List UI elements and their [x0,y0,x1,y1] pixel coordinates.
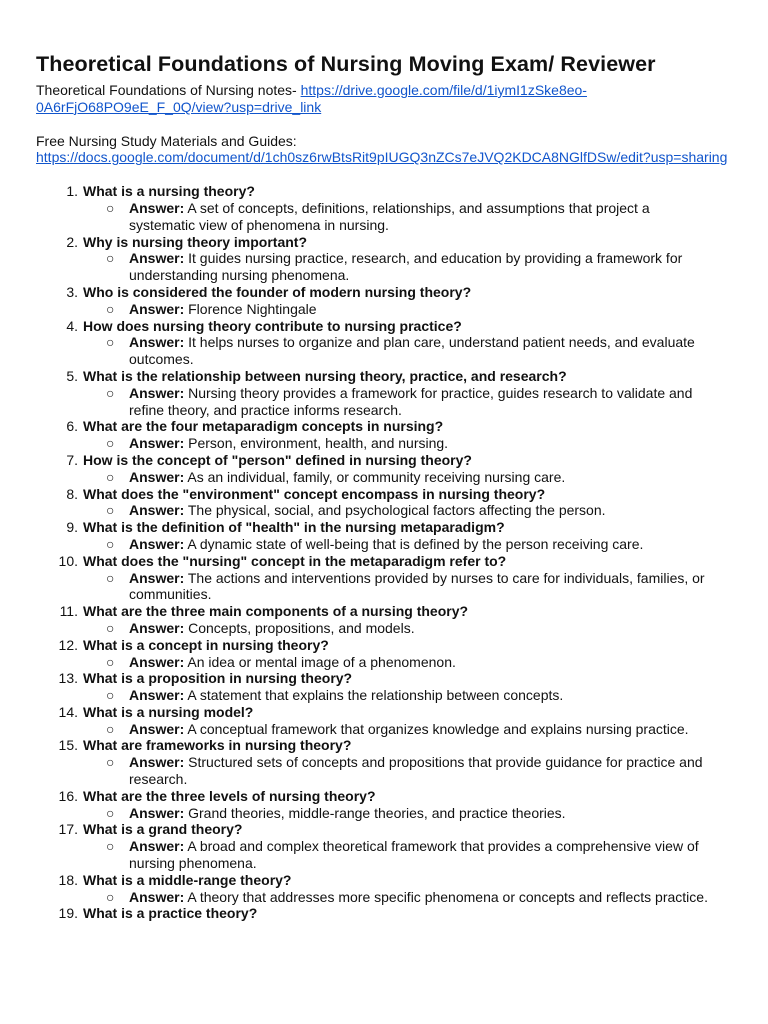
answer-text: A statement that explains the relationship between concepts. [187,687,564,704]
list-item [36,637,736,654]
bullet-icon: ○ [106,619,115,636]
answer-text: A theory that addresses more specific phenomena or concepts and reflects practice. [187,888,708,905]
answer-label: Answer: [129,687,185,704]
bullet-icon: ○ [106,838,115,855]
answer-label: Answer: [129,300,185,317]
list-item [36,704,736,721]
bullet-icon: ○ [106,888,115,905]
answer-item [36,889,736,906]
answer-item [36,687,736,704]
bullet-icon: ○ [106,569,115,586]
list-item [36,670,736,687]
notes-label: Theoretical Foundations of Nursing notes- [36,82,301,98]
answer-item [36,200,736,234]
answer-item [36,838,736,872]
list-item [36,284,736,301]
item-number: 2. [66,233,78,250]
answer-item [36,334,736,368]
list-item [36,553,736,570]
notes-paragraph [36,82,736,116]
answer-label: Answer: [129,754,185,771]
item-number: 11. [59,603,78,620]
answer-label: Answer: [129,435,185,452]
answer-label: Answer: [129,535,185,552]
answer-text: The actions and interventions provided by nurses to care for individuals, families, or communities. [129,569,705,603]
list-item [36,603,736,620]
answer-label: Answer: [129,250,185,267]
item-number: 16. [58,787,78,804]
question-text: What is a middle-range theory? [83,871,292,888]
answer-text: A conceptual framework that organizes knowledge and explains nursing practice. [187,720,689,737]
bullet-icon: ○ [106,300,115,317]
question-text: How does nursing theory contribute to nursing practice? [83,317,462,334]
answer-text: An idea or mental image of a phenomenon. [187,653,456,670]
question-text: What is a proposition in nursing theory? [83,670,353,687]
answer-label: Answer: [129,720,185,737]
answer-item [36,469,736,486]
answer-item [36,301,736,318]
answer-label: Answer: [129,888,185,905]
document-title: Theoretical Foundations of Nursing Moving Exam/ Reviewer [36,52,656,76]
item-number: 1. [66,183,78,200]
question-text: Why is nursing theory important? [83,233,308,250]
question-text: What is a grand theory? [83,821,243,838]
answer-text: The physical, social, and psychological factors affecting the person. [187,502,606,519]
answer-text: Nursing theory provides a framework for practice, guides research to validate and refine theory, and practice informs research. [129,384,693,418]
answer-item [36,250,736,284]
answer-text: Concepts, propositions, and models. [188,619,415,636]
list-item [36,418,736,435]
list-item [36,452,736,469]
bullet-icon: ○ [106,502,115,519]
question-text: What is a nursing theory? [83,183,255,200]
answer-item [36,536,736,553]
bullet-icon: ○ [106,384,115,401]
list-item [36,519,736,536]
item-number: 17. [58,821,78,838]
item-number: 12. [58,636,78,653]
answer-item [36,570,736,604]
question-text: What is a practice theory? [83,905,258,922]
question-list [36,183,736,922]
answer-text: It helps nurses to organize and plan care, understand patient needs, and evaluate outcomes. [129,334,695,368]
answer-text: Florence Nightingale [188,300,317,317]
item-number: 14. [58,703,78,720]
item-number: 10. [58,552,78,569]
bullet-icon: ○ [106,754,115,771]
question-text: What does the "environment" concept encompass in nursing theory? [83,485,546,502]
answer-item [36,385,736,419]
list-item [36,872,736,889]
list-item [36,486,736,503]
item-number: 3. [66,283,78,300]
answer-label: Answer: [129,619,185,636]
bullet-icon: ○ [106,468,115,485]
list-item [36,788,736,805]
item-number: 9. [66,519,78,536]
answer-item [36,754,736,788]
question-text: What is the definition of "health" in the nursing metaparadigm? [83,519,505,536]
materials-paragraph [36,133,736,167]
bullet-icon: ○ [106,653,115,670]
list-item [36,821,736,838]
materials-link[interactable]: https://docs.google.com/document/d/1ch0sz6rwBtsRit9pIUGQ3nZCs7eJVQ2KDCA8NGlfDSw/edit?usp=sharing [36,149,728,166]
notes-link[interactable]: https://drive.google.com/file/d/1iymI1zSke8eo-0A6rFjO68PO9eE_F_0Q/view?usp=drive_link [36,82,587,115]
answer-label: Answer: [129,502,185,519]
answer-item [36,805,736,822]
document-page [36,50,736,922]
question-text: What is a concept in nursing theory? [83,636,329,653]
answer-item [36,721,736,738]
answer-text: Grand theories, middle-range theories, and practice theories. [188,804,566,821]
list-item [36,234,736,251]
answer-text: A dynamic state of well-being that is defined by the person receiving care. [187,535,644,552]
question-text: What are the four metaparadigm concepts in nursing? [83,418,444,435]
answer-label: Answer: [129,199,185,216]
answer-label: Answer: [129,653,185,670]
answer-text: It guides nursing practice, research, and education by providing a framework for understanding nursing phenomena. [129,250,683,284]
list-item [36,183,736,200]
list-item [36,318,736,335]
answer-label: Answer: [129,804,185,821]
question-text: What is the relationship between nursing theory, practice, and research? [83,367,567,384]
item-number: 18. [58,871,78,888]
question-text: What are the three main components of a nursing theory? [83,603,469,620]
bullet-icon: ○ [106,250,115,267]
answer-text: As an individual, family, or community receiving nursing care. [187,468,566,485]
answer-label: Answer: [129,838,185,855]
item-number: 4. [66,317,78,334]
item-number: 6. [66,418,78,435]
answer-label: Answer: [129,468,185,485]
answer-item [36,654,736,671]
question-text: Who is considered the founder of modern nursing theory? [83,283,472,300]
item-number: 8. [66,485,78,502]
question-text: What are the three levels of nursing theory? [83,787,376,804]
item-number: 19. [58,905,78,922]
item-number: 13. [58,670,78,687]
answer-text: Structured sets of concepts and propositions that provide guidance for practice and research. [129,754,703,788]
answer-label: Answer: [129,384,185,401]
bullet-icon: ○ [106,687,115,704]
answer-text: A set of concepts, definitions, relationships, and assumptions that project a systematic view of phenomena in nursing. [129,199,650,233]
item-number: 5. [66,367,78,384]
list-item [36,368,736,385]
answer-text: A broad and complex theoretical framework that provides a comprehensive view of nursing phenomena. [129,838,699,872]
materials-label: Free Nursing Study Materials and Guides: [36,132,297,149]
bullet-icon: ○ [106,804,115,821]
item-number: 15. [58,737,78,754]
bullet-icon: ○ [106,435,115,452]
question-text: What is a nursing model? [83,703,254,720]
bullet-icon: ○ [106,535,115,552]
question-text: What does the "nursing" concept in the metaparadigm refer to? [83,552,507,569]
list-item [36,737,736,754]
answer-label: Answer: [129,334,185,351]
bullet-icon: ○ [106,720,115,737]
answer-label: Answer: [129,569,185,586]
answer-text: Person, environment, health, and nursing. [188,435,449,452]
question-text: How is the concept of "person" defined in nursing theory? [83,451,472,468]
bullet-icon: ○ [106,199,115,216]
bullet-icon: ○ [106,334,115,351]
list-item [36,905,736,922]
answer-item [36,502,736,519]
item-number: 7. [66,451,78,468]
question-text: What are frameworks in nursing theory? [83,737,352,754]
answer-item [36,435,736,452]
answer-item [36,620,736,637]
